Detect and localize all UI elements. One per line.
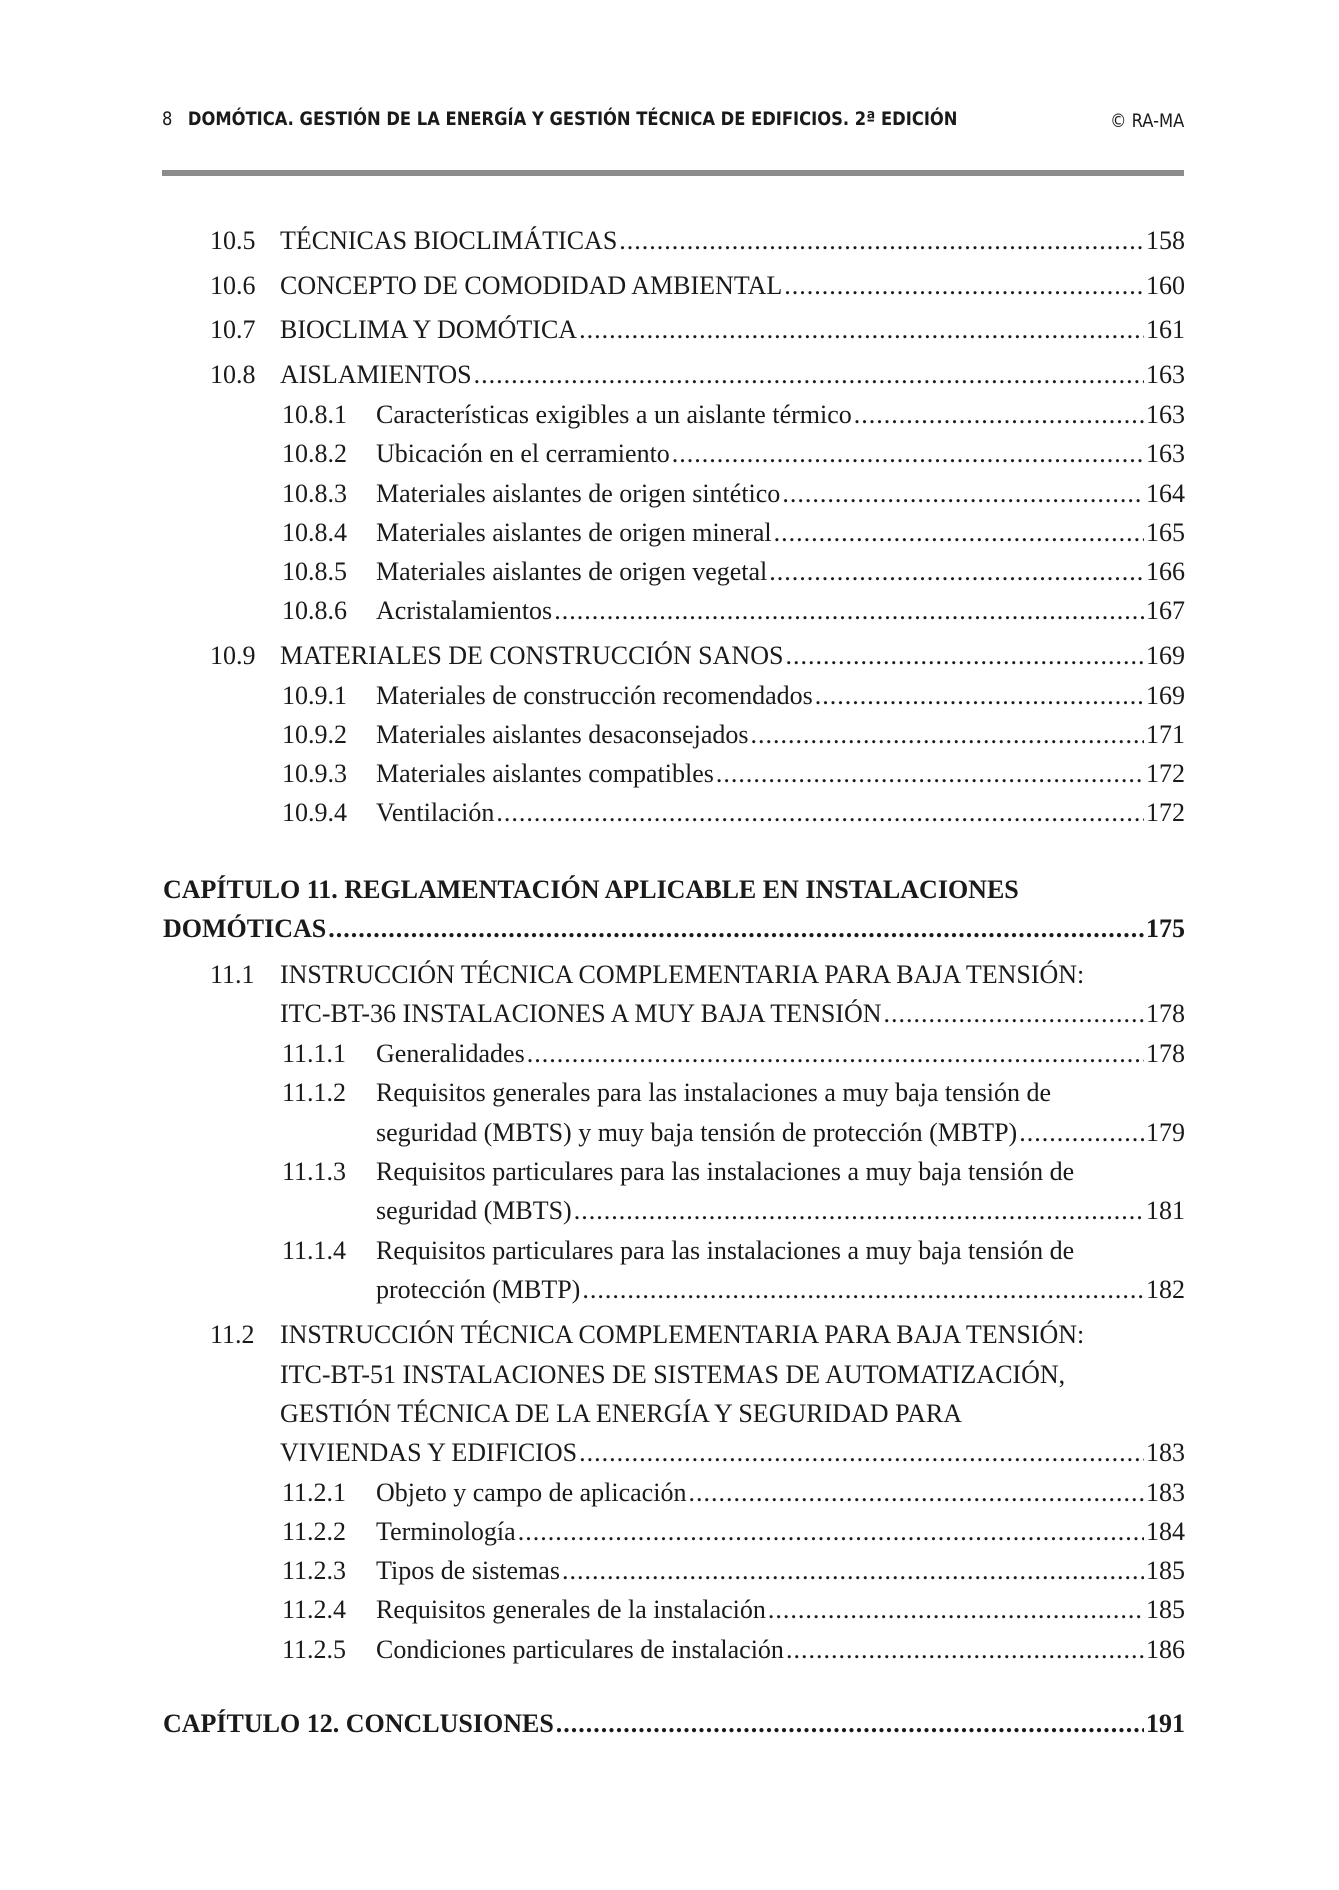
toc-number: 10.8.2: [282, 439, 347, 468]
toc-page: 160: [1146, 271, 1185, 300]
toc-entry: [376, 596, 1185, 626]
toc-leader: [688, 1478, 1144, 1508]
toc-entry: [280, 1438, 1185, 1468]
header-page-number: 8: [162, 108, 173, 130]
toc-title: Materiales aislantes de origen sintético: [376, 479, 781, 508]
toc-title: CONCEPTO DE COMODIDAD AMBIENTAL: [280, 271, 783, 300]
toc-title: VIVIENDAS Y EDIFICIOS: [280, 1438, 578, 1467]
toc-number: 10.9: [210, 641, 256, 670]
chapter-heading-line: CAPÍTULO 11. REGLAMENTACIÓN APLICABLE EN INSTALACIONES: [163, 875, 1019, 904]
toc-leader: [768, 1595, 1144, 1625]
toc-page: 171: [1146, 720, 1185, 749]
toc-title-line: Requisitos particulares para las instalaciones a muy baja tensión de: [376, 1157, 1075, 1186]
toc-entry: [376, 479, 1185, 509]
toc-entry: [376, 400, 1185, 430]
toc-page: 184: [1146, 1517, 1185, 1546]
toc-number: 10.9.3: [282, 759, 347, 788]
toc-title: Acristalamientos: [376, 596, 553, 625]
toc-number: 11.2.2: [282, 1517, 347, 1546]
toc-leader: [328, 914, 1144, 944]
toc-leader: [496, 798, 1144, 828]
toc-leader: [1019, 1118, 1144, 1148]
toc-number: 11.2.4: [282, 1595, 347, 1624]
toc-title: Materiales aislantes de origen mineral: [376, 518, 772, 547]
toc-leader: [619, 226, 1144, 256]
toc-title: seguridad (MBTS): [376, 1196, 572, 1225]
toc-entry: [376, 1595, 1185, 1625]
toc-title: Terminología: [376, 1517, 516, 1546]
toc-leader: [562, 1556, 1144, 1586]
toc-title-line: INSTRUCCIÓN TÉCNICA COMPLEMENTARIA PARA BAJA TENSIÓN:: [280, 1320, 1085, 1349]
toc-entry: [280, 226, 1185, 256]
toc-entry: [376, 439, 1185, 469]
toc-title: Generalidades: [376, 1039, 525, 1068]
toc-page: 163: [1146, 439, 1185, 468]
toc-title-line: Requisitos particulares para las instalaciones a muy baja tensión de: [376, 1236, 1075, 1265]
toc-leader: [579, 1438, 1144, 1468]
toc-number: 11.1.1: [282, 1039, 347, 1068]
toc-number: 11.1.4: [282, 1236, 347, 1265]
toc-entry: [280, 641, 1185, 671]
toc-number: 11.1: [210, 960, 255, 989]
toc-title: Ubicación en el cerramiento: [376, 439, 670, 468]
toc-chapter-entry: [163, 914, 1185, 944]
toc-entry: [376, 681, 1185, 711]
toc-number: 10.8.1: [282, 400, 347, 429]
toc-page: 172: [1146, 759, 1185, 788]
toc-entry: [376, 1556, 1185, 1586]
toc-leader: [786, 1635, 1144, 1665]
toc-number: 11.2.3: [282, 1556, 347, 1585]
toc-title: TÉCNICAS BIOCLIMÁTICAS: [280, 226, 618, 255]
toc-leader: [884, 999, 1145, 1029]
toc-entry: [280, 315, 1185, 345]
toc-entry: [376, 1478, 1185, 1508]
toc-entry: [376, 1275, 1185, 1305]
toc-entry: [376, 1039, 1185, 1069]
toc-number: 11.1.3: [282, 1157, 347, 1186]
toc-leader: [782, 479, 1144, 509]
toc-page: 164: [1146, 479, 1185, 508]
toc-page: 185: [1146, 1595, 1185, 1624]
toc-page: 169: [1146, 641, 1185, 670]
toc-number: 10.9.4: [282, 798, 347, 827]
toc-page: 182: [1146, 1275, 1185, 1304]
toc-number: 10.5: [210, 226, 256, 255]
toc-page: 179: [1146, 1118, 1185, 1147]
toc-number: 10.8.5: [282, 557, 347, 586]
toc-entry: [376, 798, 1185, 828]
toc-entry: [376, 557, 1185, 587]
toc-leader: [785, 641, 1144, 671]
toc-page: 183: [1146, 1478, 1185, 1507]
toc-title-line: ITC-BT-51 INSTALACIONES DE SISTEMAS DE AUTOMATIZACIÓN,: [280, 1360, 1066, 1389]
toc-number: 10.8: [210, 360, 256, 389]
toc-leader: [716, 759, 1144, 789]
toc-title: seguridad (MBTS) y muy baja tensión de protección (MBTP): [376, 1118, 1018, 1147]
toc-title-line: INSTRUCCIÓN TÉCNICA COMPLEMENTARIA PARA BAJA TENSIÓN:: [280, 960, 1085, 989]
toc-page: 181: [1146, 1196, 1185, 1225]
toc-title: Tipos de sistemas: [376, 1556, 560, 1585]
toc-number: 10.9.1: [282, 681, 347, 710]
toc-entry: [376, 1118, 1185, 1148]
toc-title: Objeto y campo de aplicación: [376, 1478, 687, 1507]
toc-page: 183: [1146, 1438, 1185, 1467]
toc-page: 166: [1146, 557, 1185, 586]
toc-page: 178: [1146, 1039, 1185, 1068]
toc-leader: [854, 400, 1144, 430]
toc-entry: [376, 720, 1185, 750]
toc-title: protección (MBTP): [376, 1275, 581, 1304]
toc-page: 161: [1146, 315, 1185, 344]
toc-title: Materiales aislantes de origen vegetal: [376, 557, 768, 586]
toc-page: 169: [1146, 681, 1185, 710]
toc-number: 10.8.3: [282, 479, 347, 508]
toc-leader: [769, 557, 1144, 587]
toc-title: AISLAMIENTOS: [280, 360, 472, 389]
toc-number: 11.2.5: [282, 1635, 347, 1664]
toc-leader: [527, 1039, 1144, 1069]
toc-leader: [556, 1709, 1144, 1739]
toc-title: BIOCLIMA Y DOMÓTICA: [280, 315, 578, 344]
toc-leader: [474, 360, 1144, 390]
toc-page: 158: [1146, 226, 1185, 255]
toc-entry: [280, 271, 1185, 301]
toc-leader: [815, 681, 1144, 711]
header-publisher: © RA-MA: [1109, 110, 1184, 132]
toc-title: Materiales de construcción recomendados: [376, 681, 813, 710]
toc-entry: [376, 1196, 1185, 1226]
toc-number: 10.9.2: [282, 720, 347, 749]
toc-title: Ventilación: [376, 798, 495, 827]
toc-page: 172: [1146, 798, 1185, 827]
toc-entry: [280, 360, 1185, 390]
toc-entry: [376, 518, 1185, 548]
toc-number: 11.2: [210, 1320, 255, 1349]
toc-entry: [376, 1635, 1185, 1665]
toc-page: 191: [1146, 1709, 1185, 1738]
toc-leader: [554, 596, 1144, 626]
toc-page: 163: [1146, 400, 1185, 429]
toc-page: 167: [1146, 596, 1185, 625]
toc-title: CAPÍTULO 12. CONCLUSIONES: [163, 1709, 554, 1738]
toc-entry: [376, 759, 1185, 789]
toc-title: ITC-BT-36 INSTALACIONES A MUY BAJA TENSIÓN: [280, 999, 882, 1028]
toc-leader: [582, 1275, 1144, 1305]
toc-title: Características exigibles a un aislante térmico: [376, 400, 852, 429]
toc-title: Requisitos generales de la instalación: [376, 1595, 766, 1624]
toc-number: 10.8.6: [282, 596, 347, 625]
toc-leader: [672, 439, 1144, 469]
toc-title: DOMÓTICAS: [163, 914, 327, 943]
toc-page: 186: [1146, 1635, 1185, 1664]
toc-page: 175: [1146, 914, 1185, 943]
toc-title-line: GESTIÓN TÉCNICA DE LA ENERGÍA Y SEGURIDAD PARA: [280, 1399, 963, 1428]
toc-number: 10.8.4: [282, 518, 347, 547]
toc-page: 178: [1146, 999, 1185, 1028]
toc-leader: [774, 518, 1144, 548]
toc-leader: [784, 271, 1144, 301]
header-book-title: DOMÓTICA. GESTIÓN DE LA ENERGÍA Y GESTIÓN TÉCNICA DE EDIFICIOS. 2ª EDICIÓN: [187, 108, 958, 130]
toc-title: MATERIALES DE CONSTRUCCIÓN SANOS: [280, 641, 784, 670]
toc-title: Condiciones particulares de instalación: [376, 1635, 784, 1664]
toc-number: 11.2.1: [282, 1478, 347, 1507]
toc-number: 11.1.2: [282, 1078, 347, 1107]
toc-leader: [751, 720, 1144, 750]
toc-leader: [518, 1517, 1144, 1547]
toc-page: 165: [1146, 518, 1185, 547]
toc-chapter-entry: [163, 1709, 1185, 1739]
toc-number: 10.6: [210, 271, 256, 300]
toc-title: Materiales aislantes desaconsejados: [376, 720, 749, 749]
toc-page: 163: [1146, 360, 1185, 389]
toc-entry: [376, 1517, 1185, 1547]
toc-title: Materiales aislantes compatibles: [376, 759, 714, 788]
toc-page: 185: [1146, 1556, 1185, 1585]
toc-number: 10.7: [210, 315, 256, 344]
toc-leader: [579, 315, 1144, 345]
toc-leader: [574, 1196, 1144, 1226]
toc-title-line: Requisitos generales para las instalaciones a muy baja tensión de: [376, 1078, 1052, 1107]
toc-entry: [280, 999, 1185, 1029]
